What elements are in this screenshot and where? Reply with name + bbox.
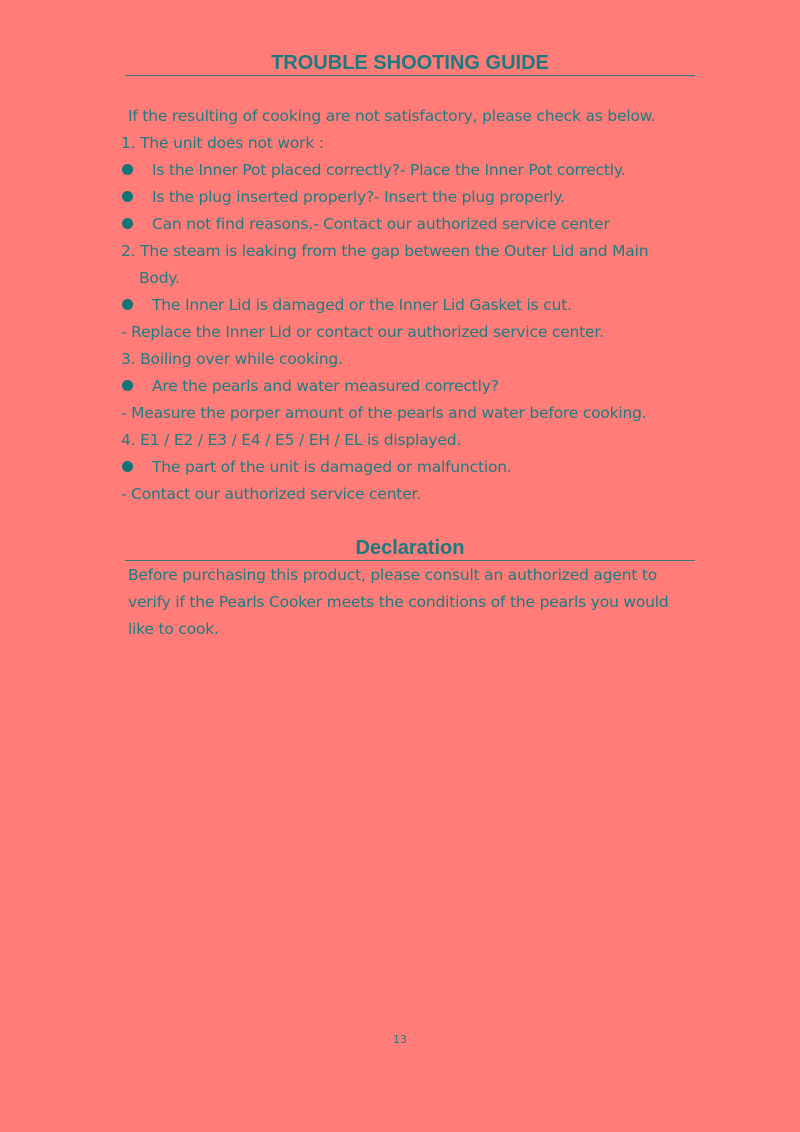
item1-title: 1. The unit does not work :	[121, 134, 324, 152]
item4-title: 4. E1 / E2 / E3 / E4 / E5 / EH / EL is displayed.	[121, 431, 462, 449]
item4-bullet1-text: The part of the unit is damaged or malfunction.	[152, 458, 512, 476]
declaration-line3: like to cook.	[128, 620, 219, 638]
item2-bullet1	[122, 292, 572, 319]
item3-remedy: - Measure the porper amount of the pearls and water before cooking.	[121, 404, 647, 422]
item3-bullet1-text: Are the pearls and water measured correctly?	[152, 377, 499, 395]
troubleshooting-heading: TROUBLE SHOOTING GUIDE	[271, 52, 549, 74]
item2-bullet1-text: The Inner Lid is damaged or the Inner Lid Gasket is cut.	[152, 296, 572, 314]
item2-remedy: - Replace the Inner Lid or contact our authorized service center.	[121, 323, 604, 341]
item2-title-line1: 2. The steam is leaking from the gap between the Outer Lid and Main	[121, 242, 649, 260]
bullet-icon	[122, 218, 133, 229]
declaration-heading: Declaration	[355, 537, 465, 559]
item1-bullet2	[122, 184, 565, 211]
bullet-icon	[122, 191, 133, 202]
item1-bullet3	[122, 211, 610, 238]
page-number: 13	[393, 1033, 407, 1046]
declaration-line1: Before purchasing this product, please consult an authorized agent to	[128, 566, 658, 584]
declaration-line2: verify if the Pearls Cooker meets the conditions of the pearls you would	[128, 593, 669, 611]
item1-bullet2-text: Is the plug inserted properly?- Insert the plug properly.	[152, 188, 565, 206]
item3-bullet1	[122, 373, 499, 400]
item4-bullet1	[122, 454, 512, 481]
item1-bullet3-text: Can not find reasons.- Contact our authorized service center	[152, 215, 610, 233]
troubleshooting-heading-rule	[125, 75, 695, 76]
declaration-heading-rule	[125, 560, 695, 561]
item2-title-line2: Body.	[139, 269, 180, 287]
bullet-icon	[122, 380, 133, 391]
bullet-icon	[122, 164, 133, 175]
bullet-icon	[122, 461, 133, 472]
item3-title: 3. Boiling over while cooking.	[121, 350, 343, 368]
item4-remedy: - Contact our authorized service center.	[121, 485, 422, 503]
item1-bullet1	[122, 157, 625, 184]
intro-text: If the resulting of cooking are not satisfactory, please check as below.	[128, 107, 656, 125]
bullet-icon	[122, 299, 133, 310]
item1-bullet1-text: Is the Inner Pot placed correctly?- Place the Inner Pot correctly.	[152, 161, 626, 179]
